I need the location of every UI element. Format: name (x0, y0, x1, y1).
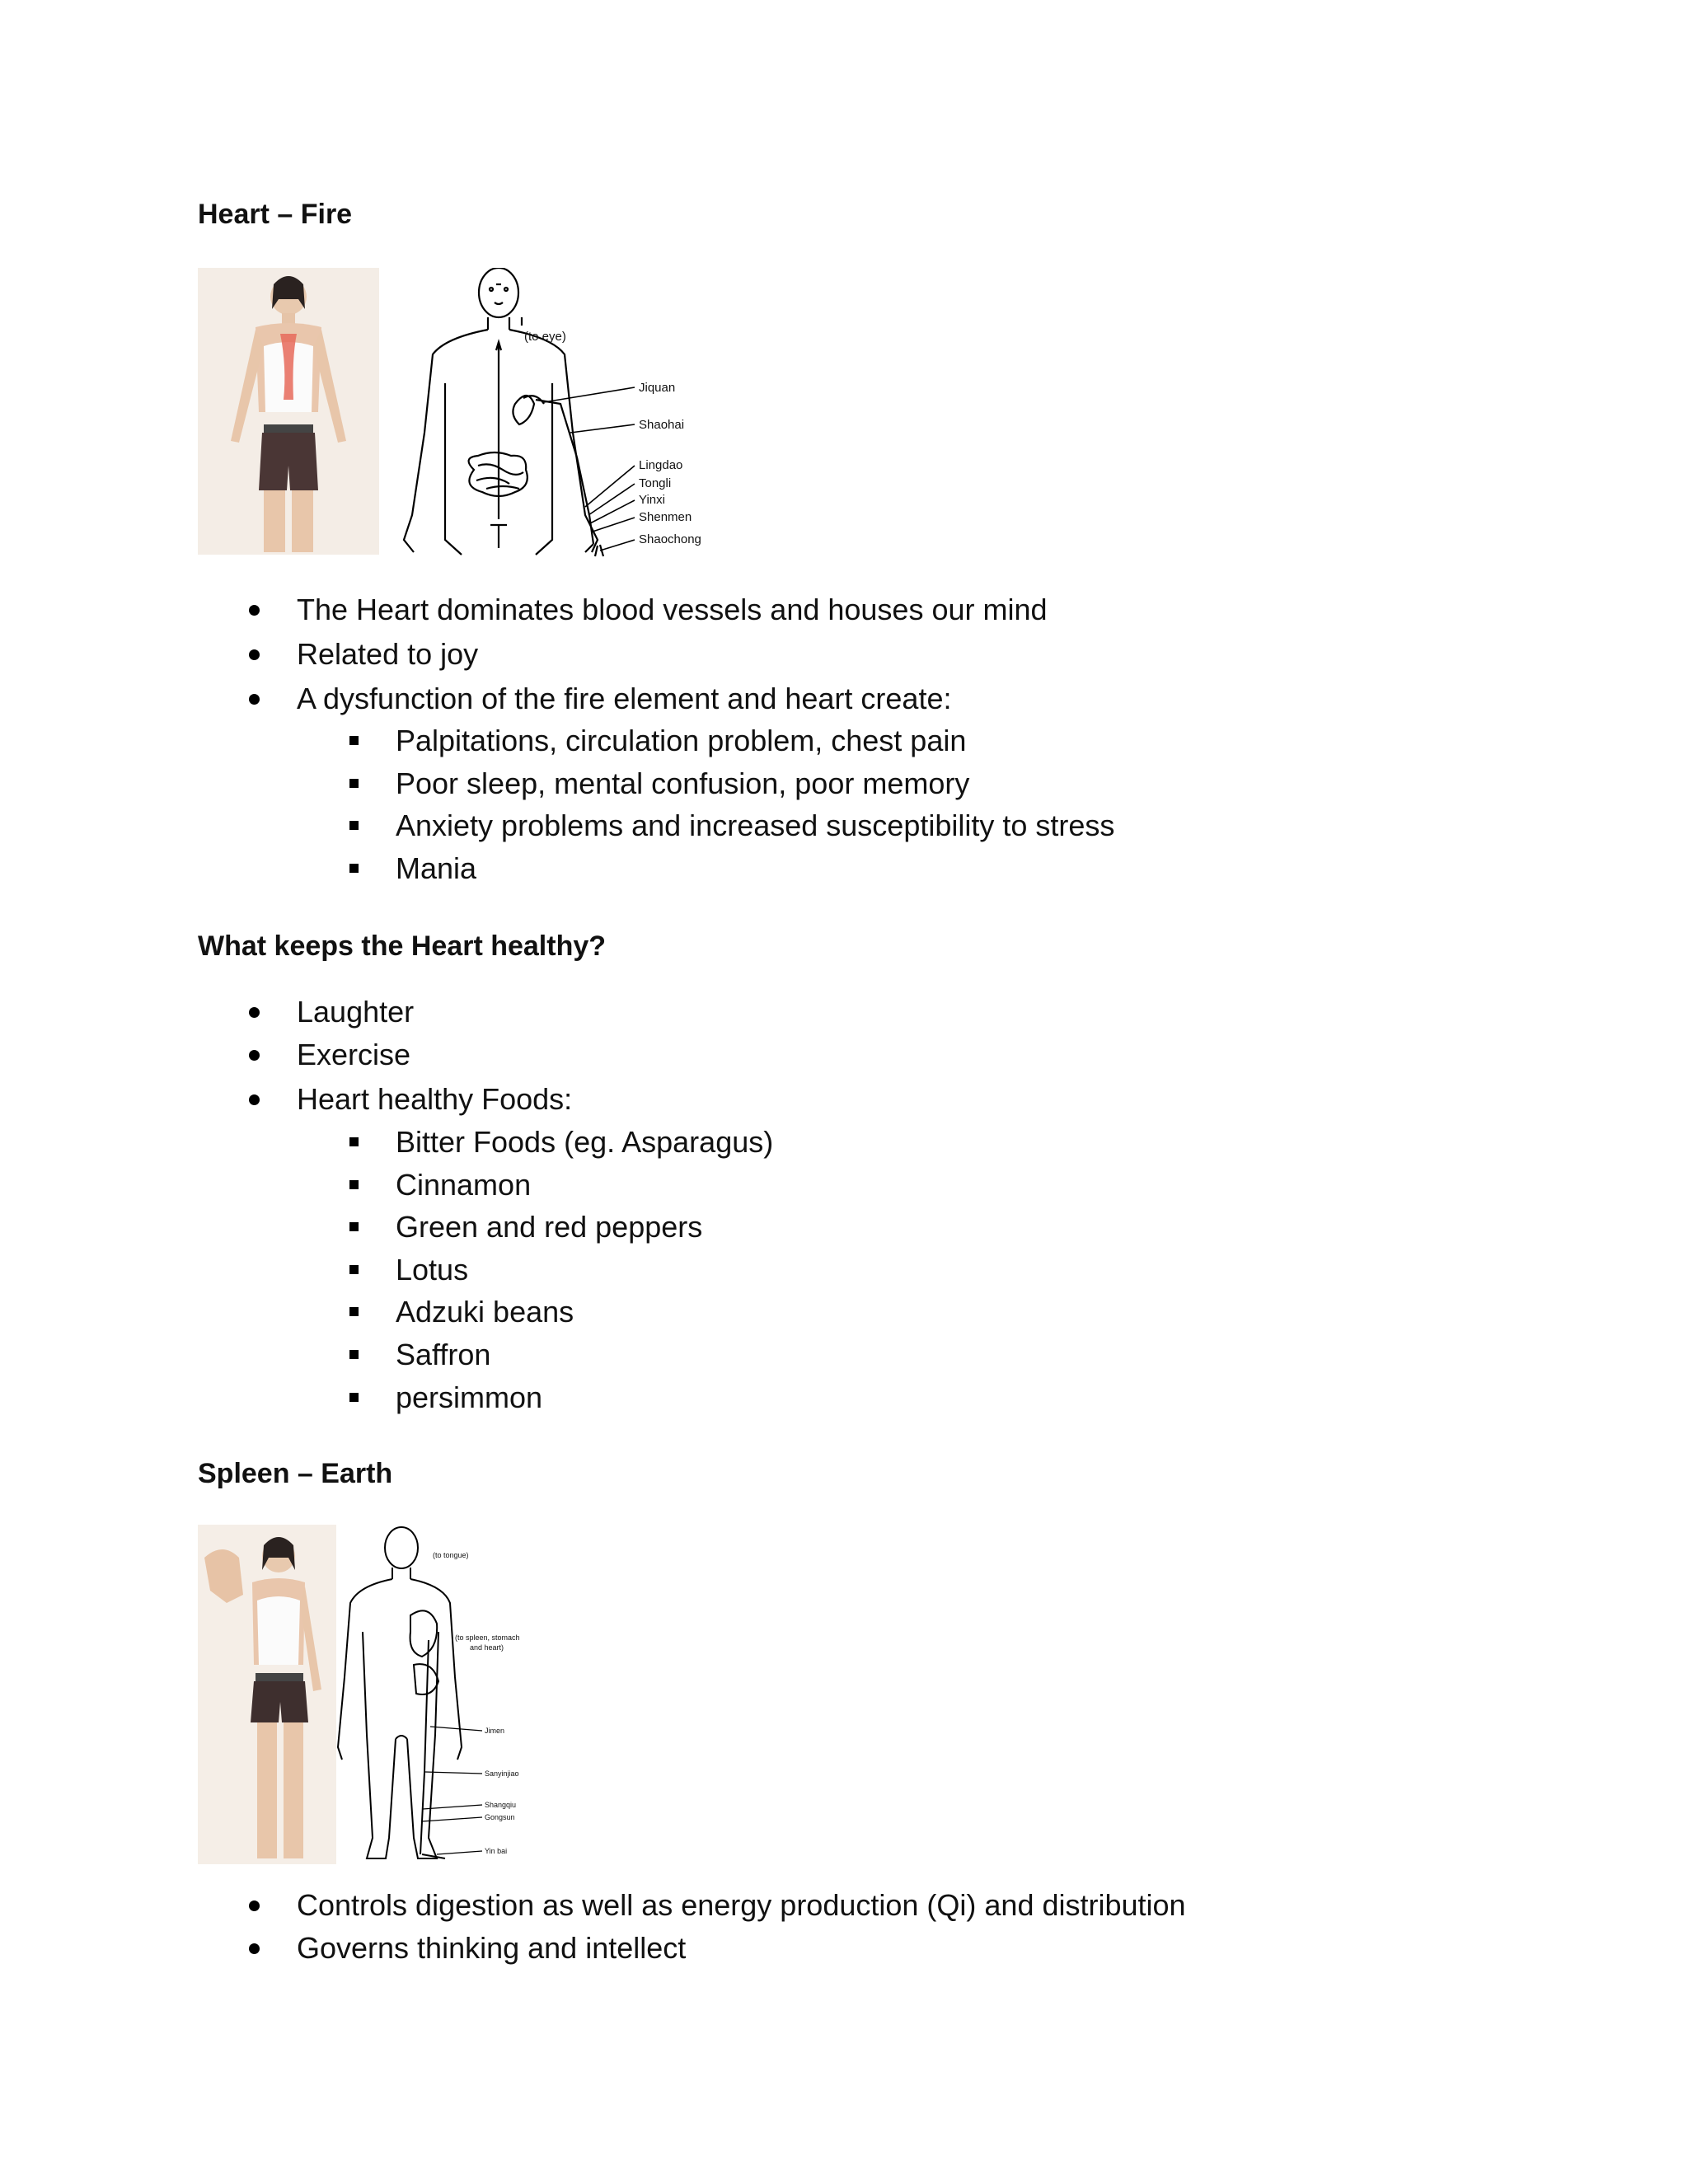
bullet-square (349, 1180, 359, 1189)
diagram-label-shenmen: Shenmen (639, 510, 692, 524)
heart-meridian-diagram (404, 268, 603, 556)
bullet-dot (249, 1050, 260, 1061)
bullet-dot (249, 649, 260, 660)
spleen-model-photo (198, 1525, 336, 1864)
bullet-dot (249, 694, 260, 705)
diagram-label-tongli: Tongli (639, 476, 672, 490)
heart-diagram-label-lines (544, 387, 635, 551)
diagram-label-jiquan: Jiquan (639, 381, 676, 395)
heart-diagram-labels (524, 330, 701, 546)
diagram-label-shaochong: Shaochong (639, 532, 701, 546)
section-heading-heart-healthy: What keeps the Heart healthy? (198, 930, 607, 962)
diagram-label-sanyinjiao: Sanyinjiao (485, 1769, 519, 1778)
diagram-label-yin-bai: Yin bai (485, 1847, 508, 1855)
diagram-label-yinxi: Yinxi (639, 493, 665, 507)
bullet-square (349, 779, 359, 788)
diagram-label-shaohai: Shaohai (639, 418, 685, 432)
diagram-label-shangqiu: Shangqiu (485, 1801, 517, 1809)
spleen-meridian-figure (198, 1525, 560, 1871)
bullet-square (349, 1393, 359, 1402)
bullet-dot (249, 605, 260, 616)
bullet-square (349, 1137, 359, 1146)
bullet-square (349, 1222, 359, 1231)
diagram-label-jimen: Jimen (485, 1727, 505, 1735)
diagram-label-to-spleen: (to spleen, stomach (455, 1633, 520, 1642)
spleen-meridian-diagram (338, 1527, 462, 1858)
bullet-square (349, 864, 359, 873)
section-heading-spleen-earth: Spleen – Earth (198, 1458, 393, 1489)
document-page: Heart – Fire (to eye) Jiquan Shaohai Lingdao Tongli Yinxi Shenmen Shaochong The Heart dominates blood vessels and houses our mind Related to joy A dysfunction of the fire element and heart create: Palpitations, circulation problem, chest pain Poor sleep, mental confusion, poor memory Anxiety problems and increased susceptibility to stress Mania What keeps the Heart healthy? Laughter Exercise Heart healthy Foods: Bitter Foods (eg. Asparagus) Cinnamon Green and red peppers Lotus Adzuki beans Saffron persimmon Spleen – Earth (to tongue) (to spleen, stomach and heart) Jimen Sanyinjiao Shangqiu Gongsun Yin bai Controls digestion as well as energy production (Qi) and distribution Governs thinking and intellect (198, 199, 1186, 1965)
bullet-square (349, 1265, 359, 1274)
bullet-square (349, 736, 359, 745)
diagram-label-and-heart: and heart) (470, 1643, 504, 1652)
bullet-dot (249, 1900, 260, 1911)
bullet-square (349, 1307, 359, 1316)
diagram-label-gongsun: Gongsun (485, 1813, 515, 1821)
bullet-square (349, 1350, 359, 1359)
bullet-dot (249, 1943, 260, 1954)
heart-model-photo (198, 268, 379, 555)
bullet-dot (249, 1094, 260, 1105)
section-heading-heart-fire: Heart – Fire (198, 199, 353, 230)
bullet-dot (249, 1007, 260, 1018)
diagram-label-to-tongue: (to tongue) (433, 1551, 469, 1559)
diagram-label-lingdao: Lingdao (639, 458, 683, 472)
diagram-label-to-eye: (to eye) (524, 330, 566, 344)
bullet-square (349, 821, 359, 830)
heart-meridian-figure (198, 268, 734, 565)
